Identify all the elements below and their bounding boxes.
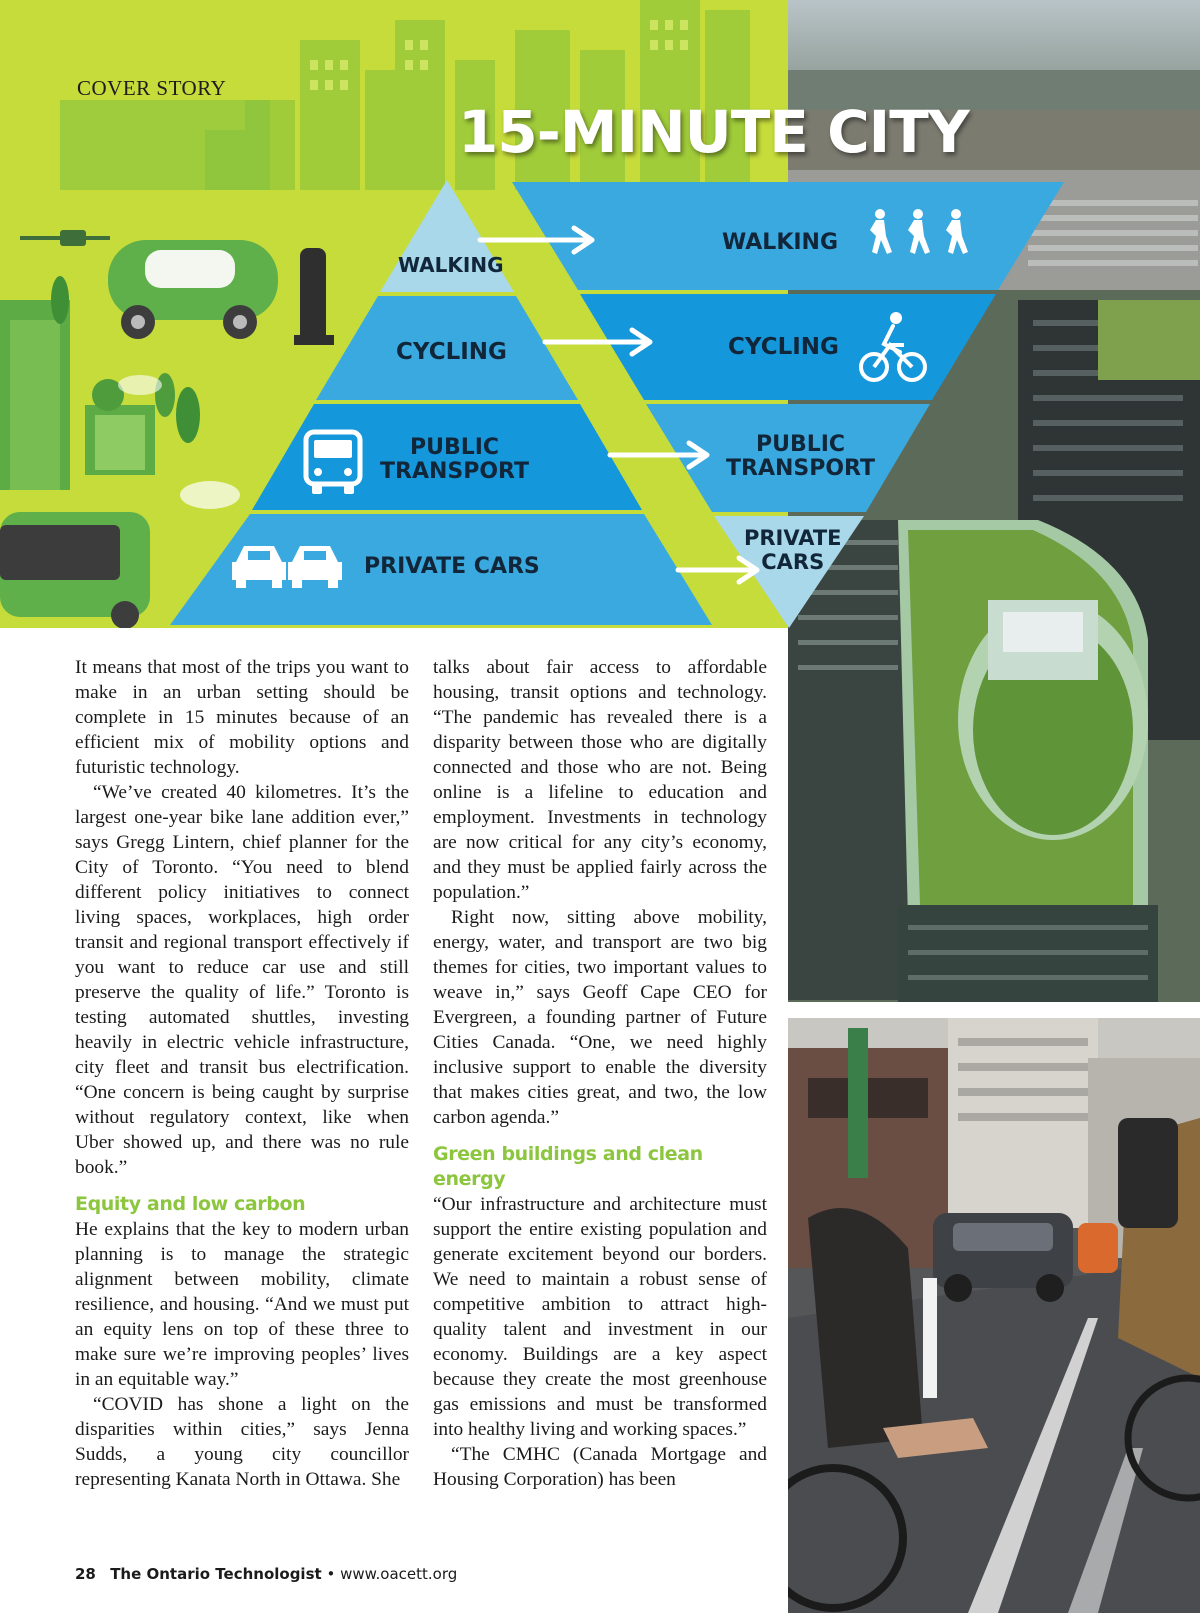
pyramid-label-walking: WALKING: [398, 253, 504, 277]
paragraph: “We’ve created 40 kilometres. It’s the largest one-year bike lane addition ever,” says Gregg Lintern, chief planner for the City of Toronto. “You need to blend different policy initiatives to connect living spaces, workplaces, high order transit and regional transport effectively if you want to reduce car use and still preserve the quality of life.” Toronto is testing automated shuttles, investing heavily in electric vehicle infrastructure, city fleet and transit bus electrification. “One concern is being caught by surprise without regulatory context, like when Uber showed up, and there was no rule book.”: [75, 782, 409, 1178]
subheading-equity: Equity and low carbon: [75, 1193, 306, 1215]
pyramid-label-public: PUBLIC: [409, 435, 500, 460]
website-link[interactable]: www.oacett.org: [340, 1565, 458, 1583]
inverted-label-cycling: CYCLING: [728, 334, 839, 360]
publication-name: The Ontario Technologist: [110, 1565, 322, 1583]
paragraph: It means that most of the trips you want to make in an urban setting should be complete in 15 minutes because of an efficient mix of mobility options and futuristic technology.: [75, 657, 409, 778]
pyramid-label-public-transport: [380, 436, 529, 484]
paragraph: Right now, sitting above mobility, energy, water, and transport are two big themes for cities, two important values to weave in,” says Geoff Cape CEO for Evergreen, a founding partner of Future Cities Canada. “One, we need highly inclusive support to enable the diversity that makes cities great, and two, the low carbon agenda.”: [433, 907, 767, 1128]
inverted-label-public: PUBLIC: [755, 432, 846, 457]
arrow-icon: [545, 330, 650, 354]
page-footer: [75, 1565, 457, 1583]
inverted-label-public-transport: [726, 433, 875, 481]
paragraph: talks about fair access to affordable housing, transit options and technology. “The pandemic has revealed there is a disparity between those who are digitally connected and those who are not. Being online is a lifeline to education and employment. Investments in technology are now critical for any city’s economy, and they must be applied fairly across the population.”: [433, 657, 767, 903]
street-cyclists-photo: [788, 1018, 1200, 1613]
paragraph: “Our infrastructure and architecture must support the entire existing population and generate excitement beyond our borders. We need to maintain a robust sense of competitive ambition to attract high-quality talent and investment in our economy. Buildings are a key aspect because they create the most greenhouse gas emissions and must be transformed into healthy living and working spaces.”: [433, 1194, 767, 1440]
page-title: 15-MINUTE CITY: [458, 98, 969, 166]
inverted-label-walking: WALKING: [722, 230, 839, 255]
paragraph: He explains that the key to modern urban planning is to manage the strategic alignment between mobility, climate resilience, and housing. “And we must put an equity lens on top of these three to make sure we’re improving peoples’ lives in an equitable way.”: [75, 1219, 409, 1390]
footer-separator: •: [326, 1565, 336, 1583]
section-label: COVER STORY: [77, 76, 227, 100]
paragraph: “The CMHC (Canada Mortgage and Housing Corporation) has been: [433, 1444, 767, 1490]
arrow-icon: [610, 443, 707, 467]
pyramid-label-cycling: CYCLING: [396, 339, 507, 365]
inverted-label-cars: CARS: [761, 550, 825, 574]
subheading-green-buildings: Green buildings and clean energy: [433, 1143, 703, 1190]
arrow-icon: [480, 228, 592, 252]
inverted-label-transport: TRANSPORT: [726, 456, 876, 481]
pyramid-label-transport: TRANSPORT: [380, 459, 530, 484]
article-column-left: [75, 655, 409, 1492]
inverted-label-private-cars: [744, 526, 842, 574]
pyramid-label-private-cars: PRIVATE CARS: [364, 554, 540, 579]
inverted-label-private: PRIVATE: [744, 526, 842, 550]
article-column-right: [433, 655, 767, 1492]
page-number: 28: [75, 1565, 96, 1583]
paragraph: “COVID has shone a light on the disparities within cities,” says Jenna Sudds, a young city councillor representing Kanata North in Ottawa. She: [75, 1394, 409, 1490]
